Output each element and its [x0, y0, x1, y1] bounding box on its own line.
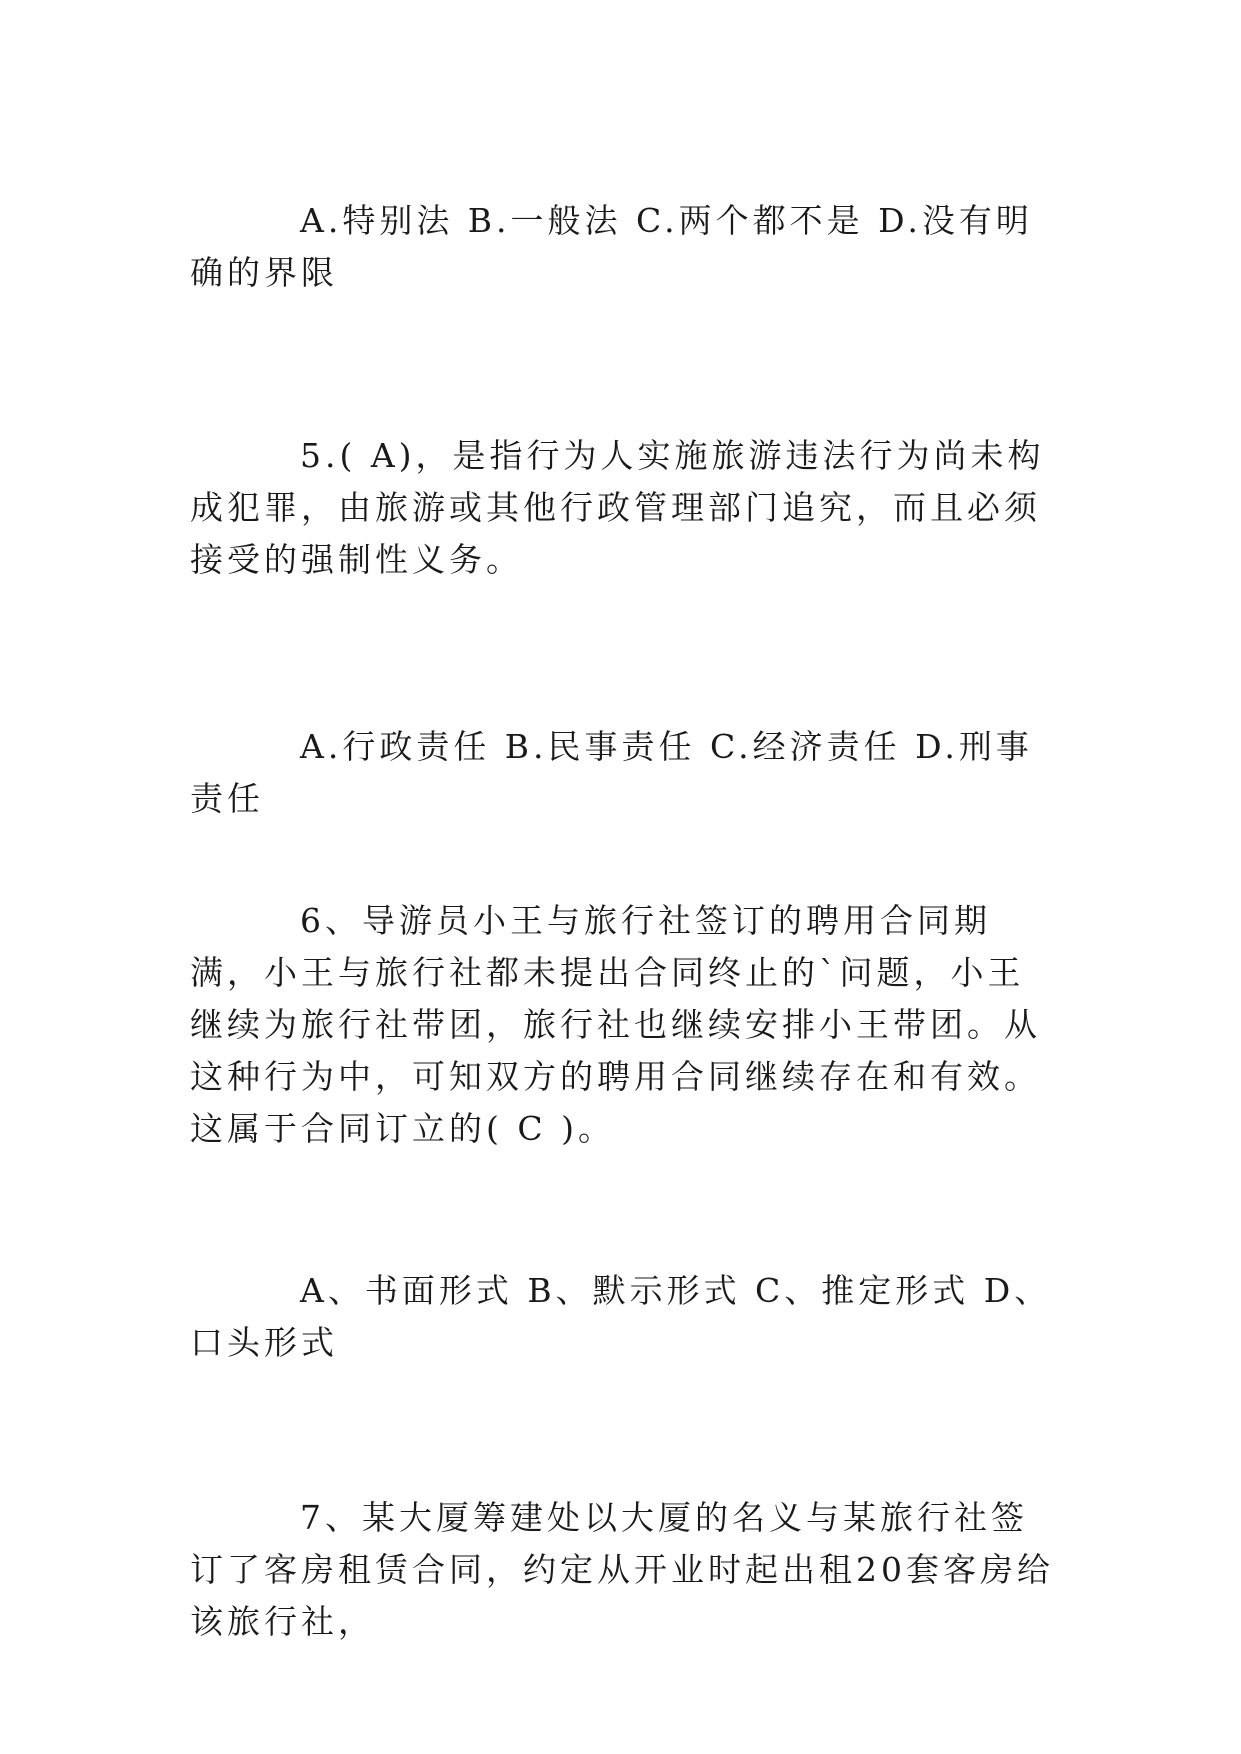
question-6-options: A、书面形式 B、默示形式 C、推定形式 D、口头形式	[190, 1271, 1052, 1362]
question-4-options: A.特别法 B.一般法 C.两个都不是 D.没有明确的界限	[190, 201, 1033, 292]
question-7-text: 7、某大厦筹建处以大厦的名义与某旅行社签订了客房租赁合同，约定从开业时起出租20套客房给该旅行社，	[190, 1498, 1054, 1641]
question-6-text: 6、导游员小王与旅行社签订的聘用合同期满，小王与旅行社都未提出合同终止的`问题，小王继续为旅行社带团，旅行社也继续安排小王带团。从这种行为中，可知双方的聘用合同继续存在和有效。这属于合同订立的( C )。	[190, 901, 1041, 1148]
question-5-options: A.行政责任 B.民事责任 C.经济责任 D.刑事责任	[190, 727, 1033, 818]
question-5-text: 5.( A)，是指行为人实施旅游违法行为尚未构成犯罪，由旅游或其他行政管理部门追究，而且必须接受的强制性义务。	[190, 436, 1045, 579]
